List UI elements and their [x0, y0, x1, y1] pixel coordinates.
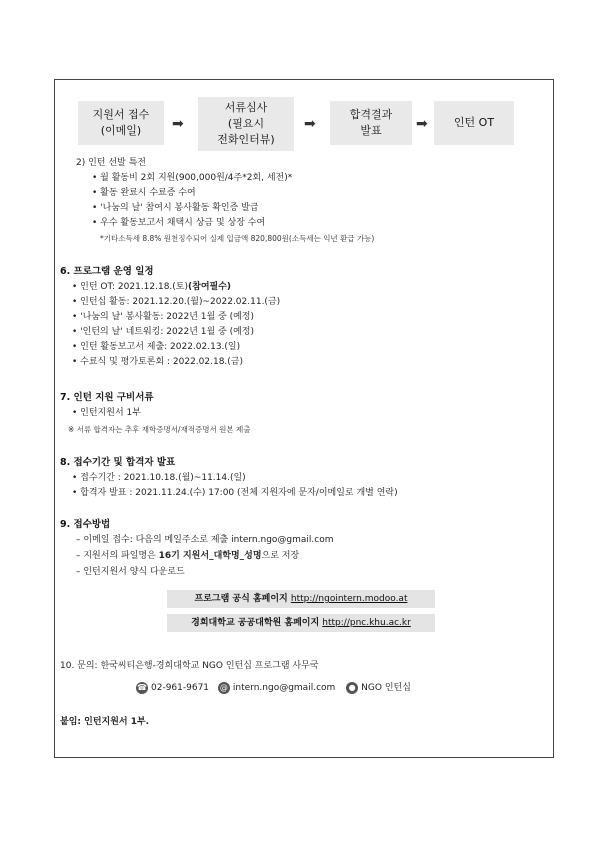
program-homepage-box: 프로그램 공식 홈페이지 http://ngointern.modoo.at: [167, 590, 435, 608]
attachment-note: 붙임: 인턴지원서 1부.: [60, 717, 150, 727]
method-item-email: – 이메일 접수: 다음의 메일주소로 제출 intern.ngo@gmail.com: [76, 535, 334, 545]
period-item: • 접수기간 : 2021.10.18.(월)~11.14.(일): [72, 473, 246, 483]
program-homepage-link[interactable]: http://ngointern.modoo.at: [290, 594, 408, 604]
benefit-note: *기타소득세 8.8% 원천징수되어 실제 입금액 820,800원(소득세는 익년 환급 가능): [100, 234, 375, 243]
documents-heading: 7. 인턴 지원 구비서류: [60, 392, 154, 403]
schedule-item: • '나눔의 날' 봉사활동: 2022년 1월 중 (예정): [72, 312, 254, 322]
method-item-download: – 인턴지원서 양식 다운로드: [76, 567, 185, 577]
kakao-chat-icon: ●: [346, 682, 358, 694]
schedule-item: • 수료식 및 평가토론회 : 2022.02.18.(금): [72, 357, 243, 367]
schedule-item: • 인턴 OT: 2021.12.18.(토)(참여필수): [72, 282, 232, 292]
method-item-filename: – 지원서의 파일명은 16기 지원서_대학명_성명으로 저장: [76, 551, 300, 561]
contact-heading: 10. 문의: 한국씨티은행-경희대학교 NGO 인턴십 프로그램 사무국: [60, 661, 319, 671]
documents-item: • 인턴지원서 1부: [72, 408, 141, 418]
schedule-heading: 6. 프로그램 운영 일정: [60, 266, 154, 277]
flow-step-results: 합격결과 발표: [330, 101, 412, 145]
flow-step-screening: 서류심사 (필요시 전화인터뷰): [198, 97, 294, 151]
khu-homepage-box: 경희대학교 공공대학원 홈페이지 http://pnc.khu.ac.kr: [167, 614, 435, 632]
documents-note: ※ 서류 합격자는 추후 재학증명서/재적증명서 원본 제출: [68, 425, 251, 434]
contact-kakao: NGO 인턴십: [361, 683, 411, 693]
benefit-item: • '나눔의 날' 참여시 봉사활동 확인증 발급: [92, 203, 259, 213]
benefit-item: • 우수 활동보고서 채택시 상금 및 상장 수여: [92, 218, 266, 228]
benefits-heading: 2) 인턴 선발 특전: [76, 158, 146, 168]
khu-homepage-link[interactable]: http://pnc.khu.ac.kr: [322, 618, 411, 628]
contact-info: [136, 680, 411, 696]
process-flow: [0, 97, 595, 153]
schedule-item: • 인턴십 활동: 2021.12.20.(월)~2022.02.11.(금): [72, 297, 281, 307]
flow-arrow-icon: ➡: [304, 116, 316, 132]
email-icon: @: [219, 682, 228, 692]
phone-icon: ☎: [137, 682, 147, 692]
contact-email[interactable]: intern.ngo@gmail.com: [232, 683, 336, 693]
method-heading: 9. 접수방법: [60, 519, 111, 530]
flow-arrow-icon: ➡: [172, 116, 184, 132]
schedule-item: • '인턴의 날' 네트워킹: 2022년 1월 중 (예정): [72, 327, 254, 337]
flow-step-application: 지원서 접수 (이메일): [78, 101, 164, 145]
flow-arrow-icon: ➡: [416, 116, 428, 132]
contact-phone: 02-961-9671: [151, 683, 210, 693]
period-heading: 8. 접수기간 및 합격자 발표: [60, 457, 176, 468]
benefit-item: • 활동 완료시 수료증 수여: [92, 188, 196, 198]
period-item: • 합격자 발표 : 2021.11.24.(수) 17:00 (전체 지원자에 문자/이메일로 개별 연락): [72, 488, 398, 498]
flow-step-ot: 인턴 OT: [434, 101, 514, 145]
benefit-item: • 월 활동비 2회 지원(900,000원/4주*2회, 세전)*: [92, 173, 293, 183]
schedule-item: • 인턴 활동보고서 제출: 2022.02.13.(일): [72, 342, 241, 352]
